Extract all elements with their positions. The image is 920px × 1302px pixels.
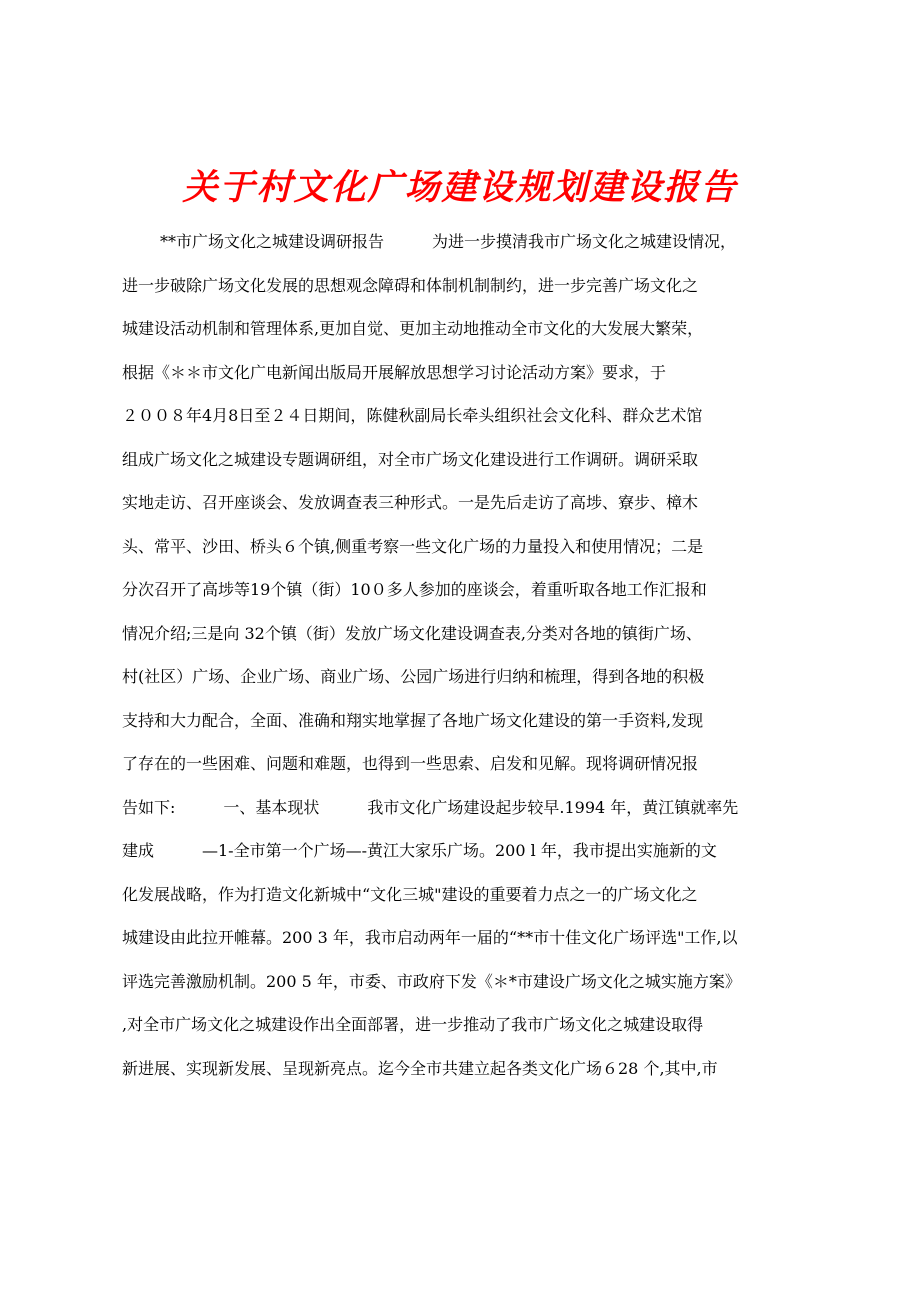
document-body (122, 220, 812, 1090)
body-line: 支持和大力配合，全面、准确和翔实地掌握了各地广场文化建设的第一手资料,发现 (122, 710, 704, 730)
body-line: 告如下: 一、基本现状 我市文化广场建设起步较早.1994 年，黄江镇就率先 (122, 797, 739, 817)
body-line: 根据《＊＊市文化广电新闻出版局开展解放思想学习讨论活动方案》要求，于 (122, 362, 667, 382)
body-line: 头、常平、沙田、桥头６个镇,侧重考察一些文化广场的力量投入和使用情况；二是 (122, 536, 704, 556)
body-line: ,对全市广场文化之城建设作出全面部署，进一步推动了我市广场文化之城建设取得 (122, 1015, 704, 1034)
body-line: 城建设由此拉开帷幕。200 3 年，我市启动两年一届的“**市十佳文化广场评选"工作,以 (122, 928, 738, 947)
body-line: 实地走访、召开座谈会、发放调查表三种形式。一是先后走访了高埗、寮步、樟木 (122, 493, 699, 512)
body-line: 建成 —1-全市第一个广场—-黄江大家乐广场。200 l 年，我市提出实施新的文 (122, 841, 717, 860)
body-line: 进一步破除广场文化发展的思想观念障碍和体制机制制约，进一步完善广场文化之 (122, 275, 699, 295)
body-line: 组成广场文化之城建设专题调研组，对全市广场文化建设进行工作调研。调研采取 (122, 449, 699, 469)
body-line: **市广场文化之城建设调研报告 为进一步摸清我市广场文化之城建设情况， (160, 232, 737, 251)
body-line: 化发展战略，作为打造文化新城中“文化三城"建设的重要着力点之一的广场文化之 (122, 884, 698, 904)
body-line: 城建设活动机制和管理体系,更加自觉、更加主动地推动全市文化的大发展大繁荣， (122, 319, 704, 338)
body-line: 新进展、实现新发展、呈现新亮点。迄今全市共建立起各类文化广场６28 个,其中,市 (122, 1058, 718, 1078)
body-line: 情况介绍;三是向 32个镇（街）发放广场文化建设调查表,分类对各地的镇街广场、 (122, 623, 702, 643)
document-title: 关于村文化广场建设规划建设报告 (182, 167, 738, 208)
body-line: 分次召开了高埗等19个镇（街）10０多人参加的座谈会，着重听取各地工作汇报和 (122, 580, 707, 599)
body-line: 了存在的一些困难、问题和难题，也得到一些思索、启发和见解。现将调研情况报 (122, 754, 699, 773)
body-line: 村(社区）广场、企业广场、商业广场、公园广场进行归纳和梳理，得到各地的积极 (122, 667, 705, 686)
body-line: 评选完善激励机制。200 5 年，市委、市政府下发《＊*市建设广场文化之城实施方案》 (122, 971, 741, 991)
body-line: ２００８年4月8日至２４日期间，陈健秋副局长牵头组织社会文化科、群众艺术馆 (122, 406, 703, 425)
